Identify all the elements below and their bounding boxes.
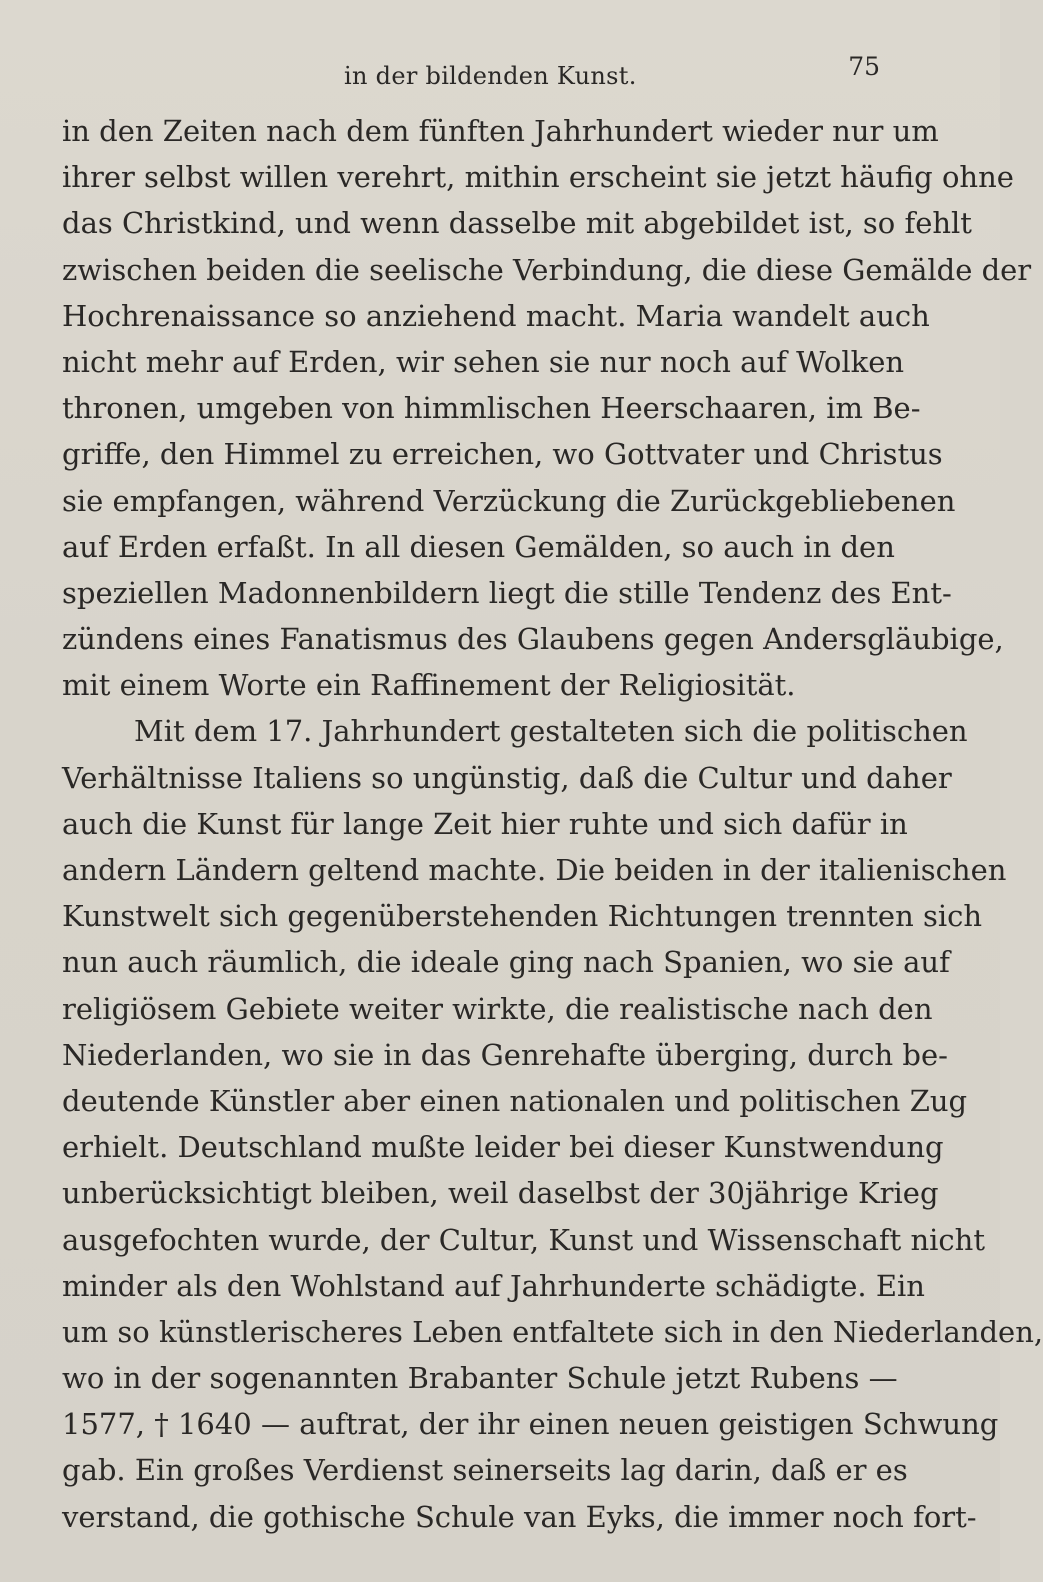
text-line: auf Erden erfaßt. In all diesen Gemälden, so auch in den xyxy=(62,529,895,564)
text-line: erhielt. Deutschland mußte leider bei dieser Kunstwendung xyxy=(62,1130,944,1165)
text-line: speziellen Madonnenbildern liegt die stille Tendenz des Ent- xyxy=(62,575,952,610)
text-line: griffe, den Himmel zu erreichen, wo Gottvater und Christus xyxy=(62,437,943,472)
text-line: minder als den Wohlstand auf Jahrhunderte schädigte. Ein xyxy=(62,1268,925,1303)
text-line: ihrer selbst willen verehrt, mithin erscheint sie jetzt häufig ohne xyxy=(62,160,1014,195)
page-header xyxy=(62,52,880,92)
text-line: wo in der sogenannten Brabanter Schule jetzt Rubens — xyxy=(62,1361,898,1396)
text-line: Kunstwelt sich gegenüberstehenden Richtungen trennten sich xyxy=(62,899,983,934)
page-number: 75 xyxy=(848,52,880,81)
text-line: zwischen beiden die seelische Verbindung, die diese Gemälde der xyxy=(62,252,1032,287)
text-line: Hochrenaissance so anziehend macht. Maria wandelt auch xyxy=(62,298,930,333)
text-line: Verhältnisse Italiens so ungünstig, daß die Cultur und daher xyxy=(62,760,952,795)
text-line: um so künstlerischeres Leben entfaltete sich in den Niederlanden, xyxy=(62,1314,1043,1349)
text-line: religiösem Gebiete weiter wirkte, die realistische nach den xyxy=(62,991,933,1026)
text-line: ausgefochten wurde, der Cultur, Kunst und Wissenschaft nicht xyxy=(62,1222,985,1257)
text-line: in den Zeiten nach dem fünften Jahrhundert wieder nur um xyxy=(62,114,939,148)
text-line: nicht mehr auf Erden, wir sehen sie nur noch auf Wolken xyxy=(62,344,905,379)
running-head: in der bildenden Kunst. xyxy=(344,62,637,90)
text-line: nun auch räumlich, die ideale ging nach Spanien, wo sie auf xyxy=(62,945,950,980)
text-line: das Christkind, und wenn dasselbe mit abgebildet ist, so fehlt xyxy=(62,206,972,241)
text-line: gab. Ein großes Verdienst seinerseits lag darin, daß er es xyxy=(62,1453,908,1488)
body-text xyxy=(62,108,1043,1540)
text-line: deutende Künstler aber einen nationalen und politischen Zug xyxy=(62,1083,968,1118)
text-line: mit einem Worte ein Raffinement der Religiosität. xyxy=(62,668,796,703)
text-line: andern Ländern geltend machte. Die beiden in der italienischen xyxy=(62,853,1007,887)
paragraph-start-line: Mit dem 17. Jahrhundert gestalteten sich die politischen xyxy=(134,714,968,749)
text-line: sie empfangen, während Verzückung die Zurückgebliebenen xyxy=(62,483,956,518)
text-line: unberücksichtigt bleiben, weil daselbst der 30jährige Krieg xyxy=(62,1176,939,1211)
text-line: 1577, † 1640 — auftrat, der ihr einen neuen geistigen Schwung xyxy=(62,1407,999,1442)
text-line: verstand, die gothische Schule van Eyks, die immer noch fort- xyxy=(62,1499,977,1534)
text-line: Niederlanden, wo sie in das Genrehafte überging, durch be- xyxy=(62,1037,948,1072)
text-line: zündens eines Fanatismus des Glaubens gegen Andersgläubige, xyxy=(62,622,1004,657)
text-line: auch die Kunst für lange Zeit hier ruhte und sich dafür in xyxy=(62,806,908,841)
text-line: thronen, umgeben von himmlischen Heerschaaren, im Be- xyxy=(62,391,921,426)
